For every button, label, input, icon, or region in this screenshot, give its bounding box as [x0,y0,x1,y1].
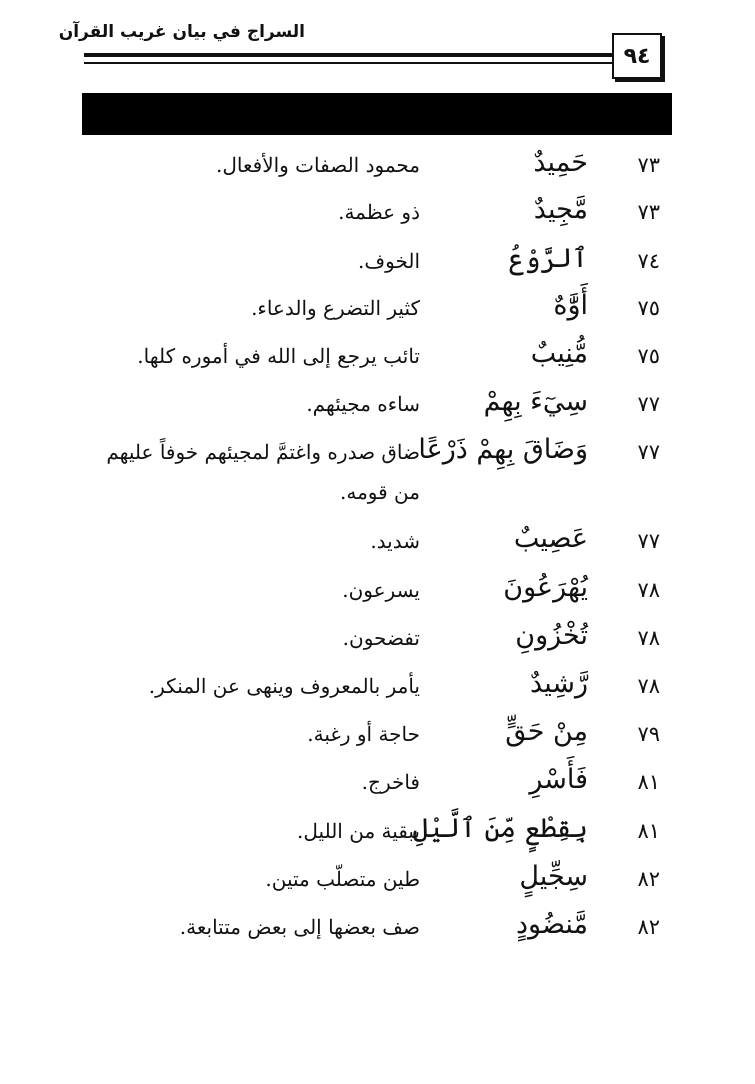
glossary-entry [60,907,660,955]
quran-word: مِنْ حَقٍّ [505,716,588,747]
verse-number: ٨١ [637,770,660,794]
glossary-entry [60,714,660,762]
verse-number: ٧٧ [637,392,660,416]
quran-word: مُّنِيبٌ [530,338,588,369]
quran-word: وَضَاقَ بِهِمْ ذَرْعًا [418,434,588,465]
verse-number: ٧٤ [637,249,660,273]
word-meaning: كثير التضرع والدعاء. [251,296,420,320]
word-meaning: ذو عظمة. [338,200,420,224]
verse-number: ٧٥ [637,296,660,320]
word-meaning: صف بعضها إلى بعض متتابعة. [179,915,420,939]
quran-word: حَمِيدٌ [533,147,588,178]
quran-word: مَّجِيدٌ [533,194,588,225]
word-meaning: ببقية من الليل. [297,819,420,843]
quran-word: سِجِّيلٍ [519,861,588,892]
glossary-entry [60,618,660,666]
word-meaning: يسرعون. [342,578,420,602]
verse-number: ٨٢ [637,915,660,939]
word-meaning: فاخرج. [361,770,420,794]
book-title: السراج في بيان غريب القرآن [58,22,305,42]
glossary-entry [60,336,660,384]
glossary-entry [60,666,660,714]
word-meaning: تائب يرجع إلى الله في أموره كلها. [137,344,420,368]
verse-number: ٨١ [637,819,660,843]
word-meaning: الخوف. [358,249,420,273]
quran-word: سِيٓءَ بِهِمْ [483,386,588,417]
quran-word: مَّنضُودٍ [516,909,588,940]
quran-word: بِقِطْعٍ مِّنَ ٱلَّيْلِ [412,813,588,844]
quran-word: أَوَّٰهٌ [553,290,588,321]
quran-word: تُخْزُونِ [515,620,588,651]
quran-word: عَصِيبٌ [513,523,588,554]
word-meaning: طين متصلّب متين. [265,867,420,891]
word-meaning: تفضحون. [342,626,420,650]
word-meaning: يأمر بالمعروف وينهى عن المنكر. [148,674,420,698]
glossary-entry [60,859,660,907]
glossary-entry [60,145,660,193]
verse-number: ٧٣ [637,200,660,224]
verse-number: ٧٨ [637,674,660,698]
glossary-entry [60,811,660,859]
glossary-entry [60,192,660,240]
verse-number: ٧٣ [637,153,660,177]
word-meaning: ساءه مجيئهم. [306,392,420,416]
glossary-entry [60,241,660,289]
glossary-entry [60,432,660,522]
quran-word: رَّشِيدٌ [530,668,588,699]
glossary-entry [60,521,660,569]
word-meaning: محمود الصفات والأفعال. [216,153,420,177]
quran-word: يُهْرَعُونَ [503,572,588,603]
verse-number: ٧٧ [637,529,660,553]
glossary-entry [60,384,660,432]
verse-number: ٧٩ [637,722,660,746]
page-number: ٩٤ [612,33,662,79]
glossary-entry [60,288,660,336]
word-meaning: حاجة أو رغبة. [307,722,420,746]
verse-number: ٧٨ [637,578,660,602]
word-meaning: شديد. [370,529,420,553]
verse-number: ٧٨ [637,626,660,650]
quran-word: فَأَسْرِ [529,764,588,795]
word-meaning: ضاق صدره واغتمَّ لمجيئهم خوفاً عليهم من قومه. [106,440,420,504]
quran-word: ٱلرَّوْعُ [508,243,588,274]
verse-number: ٧٧ [637,440,660,464]
verse-number: ٨٢ [637,867,660,891]
glossary-entry [60,762,660,810]
glossary-entry [60,570,660,618]
verse-number: ٧٥ [637,344,660,368]
